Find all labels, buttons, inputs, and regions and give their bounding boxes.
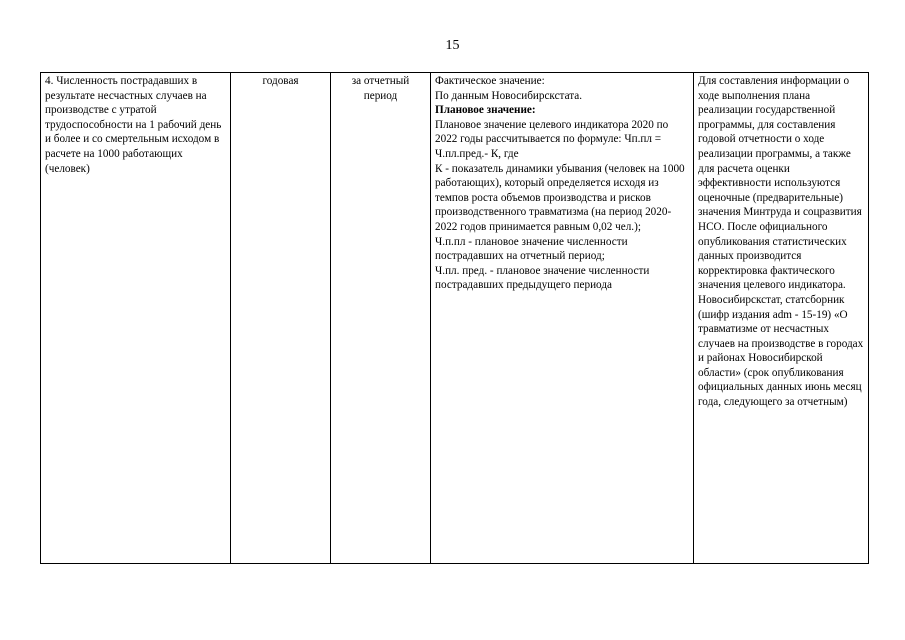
indicator-name-cell: 4. Численность пострадавших в результате несчастных случаев на производстве с утратой трудоспособности на 1 рабочий день и более и со смертельным исходом в расчете на 1000 работающих (человек) — [41, 73, 231, 564]
notes-cell: Для составления информации о ходе выполнения плана реализации государственной программы, для составления годовой отчетности о ходе реализации программы, а также для расчета оценки эффективности используются оценочные (предварительные) значения Минтруда и соцразвития НСО. После официального опубликования статистических данных производится корректировка фактического значения целевого индикатора. Новосибирскстат, статсборник (шифр издания adm - 15-19) «О травматизме от несчастных случаев на производстве в городах и районах Новосибирской области» (срок опубликования официальных данных июнь месяц года, следующего за отчетным) — [694, 73, 869, 564]
fact-source: По данным Новосибирскстата. — [435, 89, 583, 102]
fact-label: Фактическое значение: — [435, 75, 545, 87]
indicator-table — [40, 72, 869, 564]
k-definition: К - показатель динамики убывания (человек на 1000 работающих), который определяется исходя из темпов роста объемов производства и рисков производственного травматизма (на период 2020-2022 годов принимается равным 0,02 чел.); — [435, 162, 685, 233]
period-cell: за отчетный период — [331, 73, 431, 564]
table-row — [41, 73, 869, 564]
page-number: 15 — [445, 38, 460, 53]
chplpred-definition: Ч.пл. пред. - плановое значение численности пострадавших предыдущего периода — [435, 264, 650, 292]
plan-label: Плановое значение: — [435, 104, 536, 117]
periodicity-cell: годовая — [231, 73, 331, 564]
chpl-definition: Ч.п.пл - плановое значение численности пострадавших на отчетный период; — [435, 235, 628, 263]
calculation-method-cell — [431, 73, 694, 564]
plan-formula-text: Плановое значение целевого индикатора 2020 по 2022 годы рассчитывается по формуле: Чп.пл = Ч.пл.пред.- К, где — [435, 118, 669, 160]
